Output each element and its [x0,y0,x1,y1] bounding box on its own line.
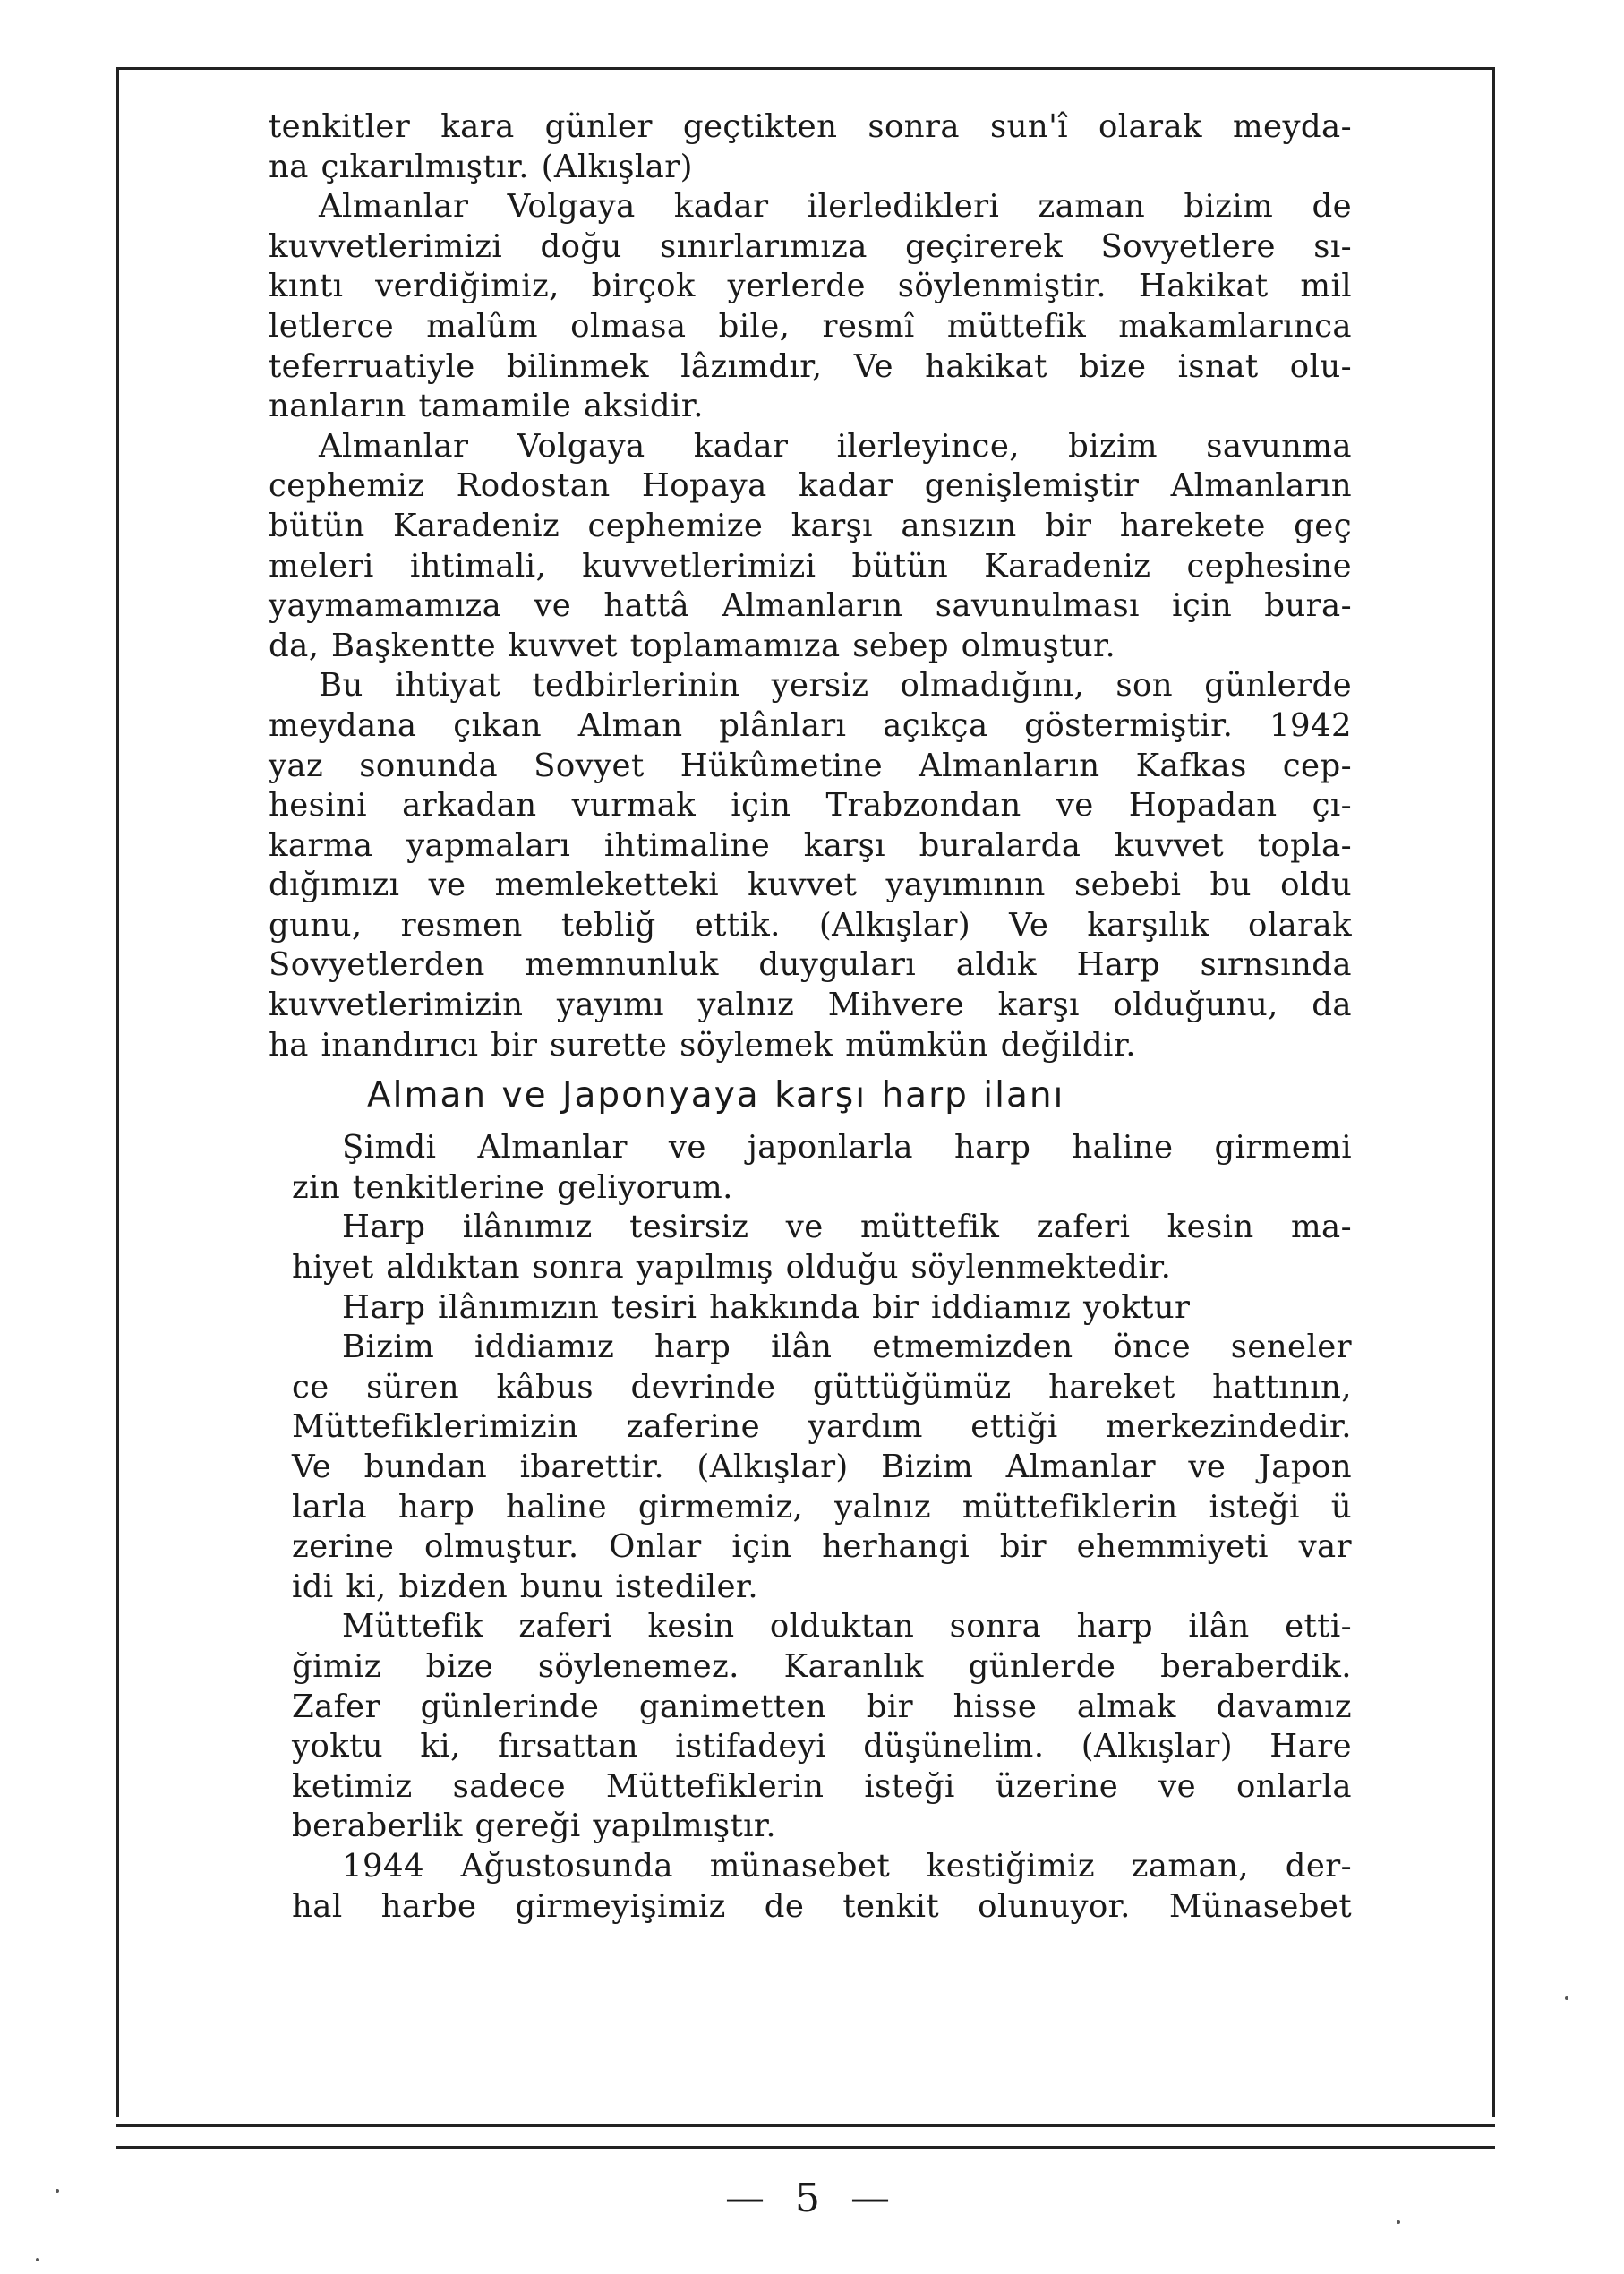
scan-speck [36,2258,39,2261]
text-line: Bu ihtiyat tedbirlerinin yersiz olmadığını, son günlerde [319,667,1352,705]
text-line: da, Başkentte kuvvet toplamamıza sebep olmuştur. [269,627,1116,664]
scan-speck [56,2189,59,2193]
text-line: idi ki, bizden bunu istediler. [292,1568,759,1605]
text-line: letlerce malûm olmasa bile, resmî müttefik makamlarınca [269,307,1352,345]
text-line: kuvvetlerimizin yayımı yalnız Mihvere karşı olduğunu, da [269,987,1352,1024]
text-line: beraberlik gereği yapılmıştır. [292,1808,777,1845]
text-line: Müttefik zaferi kesin olduktan sonra harp ilân etti- [342,1608,1352,1646]
lower-section [269,1128,1352,1927]
scan-speck [1565,1996,1568,2000]
text-line: ce süren kâbus devrinde güttüğümüz hareket hattının, [292,1368,1352,1406]
text-line: 1944 Ağustosunda münasebet kestiğimiz zaman, der- [342,1847,1352,1885]
text-line: hesini arkadan vurmak için Trabzondan ve Hopadan çı- [269,787,1352,825]
text-line: Müttefiklerimizin zaferine yardım ettiği merkezindedir. [292,1408,1352,1446]
text-line: ketimiz sadece Müttefiklerin isteği üzerine ve onlarla [292,1767,1352,1805]
text-line: Sovyetlerden memnunluk duyguları aldık Harp sırnsında [269,946,1352,984]
text-line: na çıkarılmıştır. (Alkışlar) [269,148,693,185]
text-line: Harp ilânımızın tesiri hakkında bir iddiamız yoktur [342,1288,1191,1326]
text-line: yaz sonunda Sovyet Hükûmetine Almanların Kafkas cep- [269,747,1352,784]
page-number: — 5 — [725,2176,899,2221]
text-line: kıntı verdiğimiz, birçok yerlerde söylenmiştir. Hakikat mil [269,268,1352,305]
text-line: larla harp haline girmemiz, yalnız müttefiklerin isteği ü [292,1488,1352,1526]
text-line: tenkitler kara günler geçtikten sonra sun'î olarak meyda- [269,108,1352,145]
text-line: Almanlar Volgaya kadar ilerleyince, bizim savunma [319,427,1352,465]
body-text [269,107,1352,1927]
text-line: hal harbe girmeyişimiz de tenkit olunuyor. Münasebet [292,1887,1352,1925]
section-heading: Alman ve Japonyaya karşı harp ilanı [367,1075,1065,1116]
text-line: gunu, resmen tebliğ ettik. (Alkışlar) Ve karşılık olarak [269,906,1352,944]
text-line: yaymamamıza ve hattâ Almanların savunulması için bura- [269,587,1352,625]
frame-bottom-rule [116,2124,1495,2127]
text-line: teferruatiyle bilinmek lâzımdır, Ve hakikat bize isnat olu- [269,347,1352,385]
text-line: ha inandırıcı bir surette söylemek mümkün değildir. [269,1026,1136,1064]
scan-speck [1397,2220,1400,2224]
text-line: Şimdi Almanlar ve japonlarla harp haline girmemi [342,1129,1352,1167]
text-line: meleri ihtimali, kuvvetlerimizi bütün Karadeniz cephesine [269,547,1352,585]
text-line: bütün Karadeniz cephemize karşı ansızın bir harekete geç [269,507,1352,544]
text-line: nanların tamamile aksidir. [269,388,704,425]
text-line: meydana çıkan Alman plânları açıkça göstermiştir. 1942 [269,706,1352,744]
text-line: zerine olmuştur. Onlar için herhangi bir ehemmiyeti var [292,1528,1352,1566]
text-line: kuvvetlerimizi doğu sınırlarımıza geçirerek Sovyetlere sı- [269,227,1352,265]
text-line: Bizim iddiamız harp ilân etmemizden önce seneler [342,1329,1352,1366]
text-line: Zafer günlerinde ganimetten bir hisse almak davamız [292,1688,1352,1725]
text-line: Ve bundan ibarettir. (Alkışlar) Bizim Almanlar ve Japon [292,1449,1352,1485]
text-line: Harp ilânımız tesirsiz ve müttefik zaferi kesin ma- [342,1209,1352,1246]
text-line: yoktu ki, fırsattan istifadeyi düşünelim. (Alkışlar) Hare [292,1728,1352,1765]
text-line: hiyet aldıktan sonra yapılmış olduğu söylenmektedir. [292,1249,1172,1287]
text-line: cephemiz Rodostan Hopaya kadar genişlemiştir Almanların [269,467,1352,505]
text-line: karma yapmaları ihtimaline karşı buralarda kuvvet topla- [269,826,1352,864]
frame-bottom-rule-double [116,2146,1495,2149]
text-line: zin tenkitlerine geliyorum. [292,1168,733,1206]
text-line: dığımızı ve memleketteki kuvvet yayımının sebebi bu oldu [269,867,1352,904]
text-line: ğimiz bize söylenemez. Karanlık günlerde beraberdik. [292,1647,1352,1685]
text-line: Almanlar Volgaya kadar ilerledikleri zaman bizim de [319,188,1352,226]
